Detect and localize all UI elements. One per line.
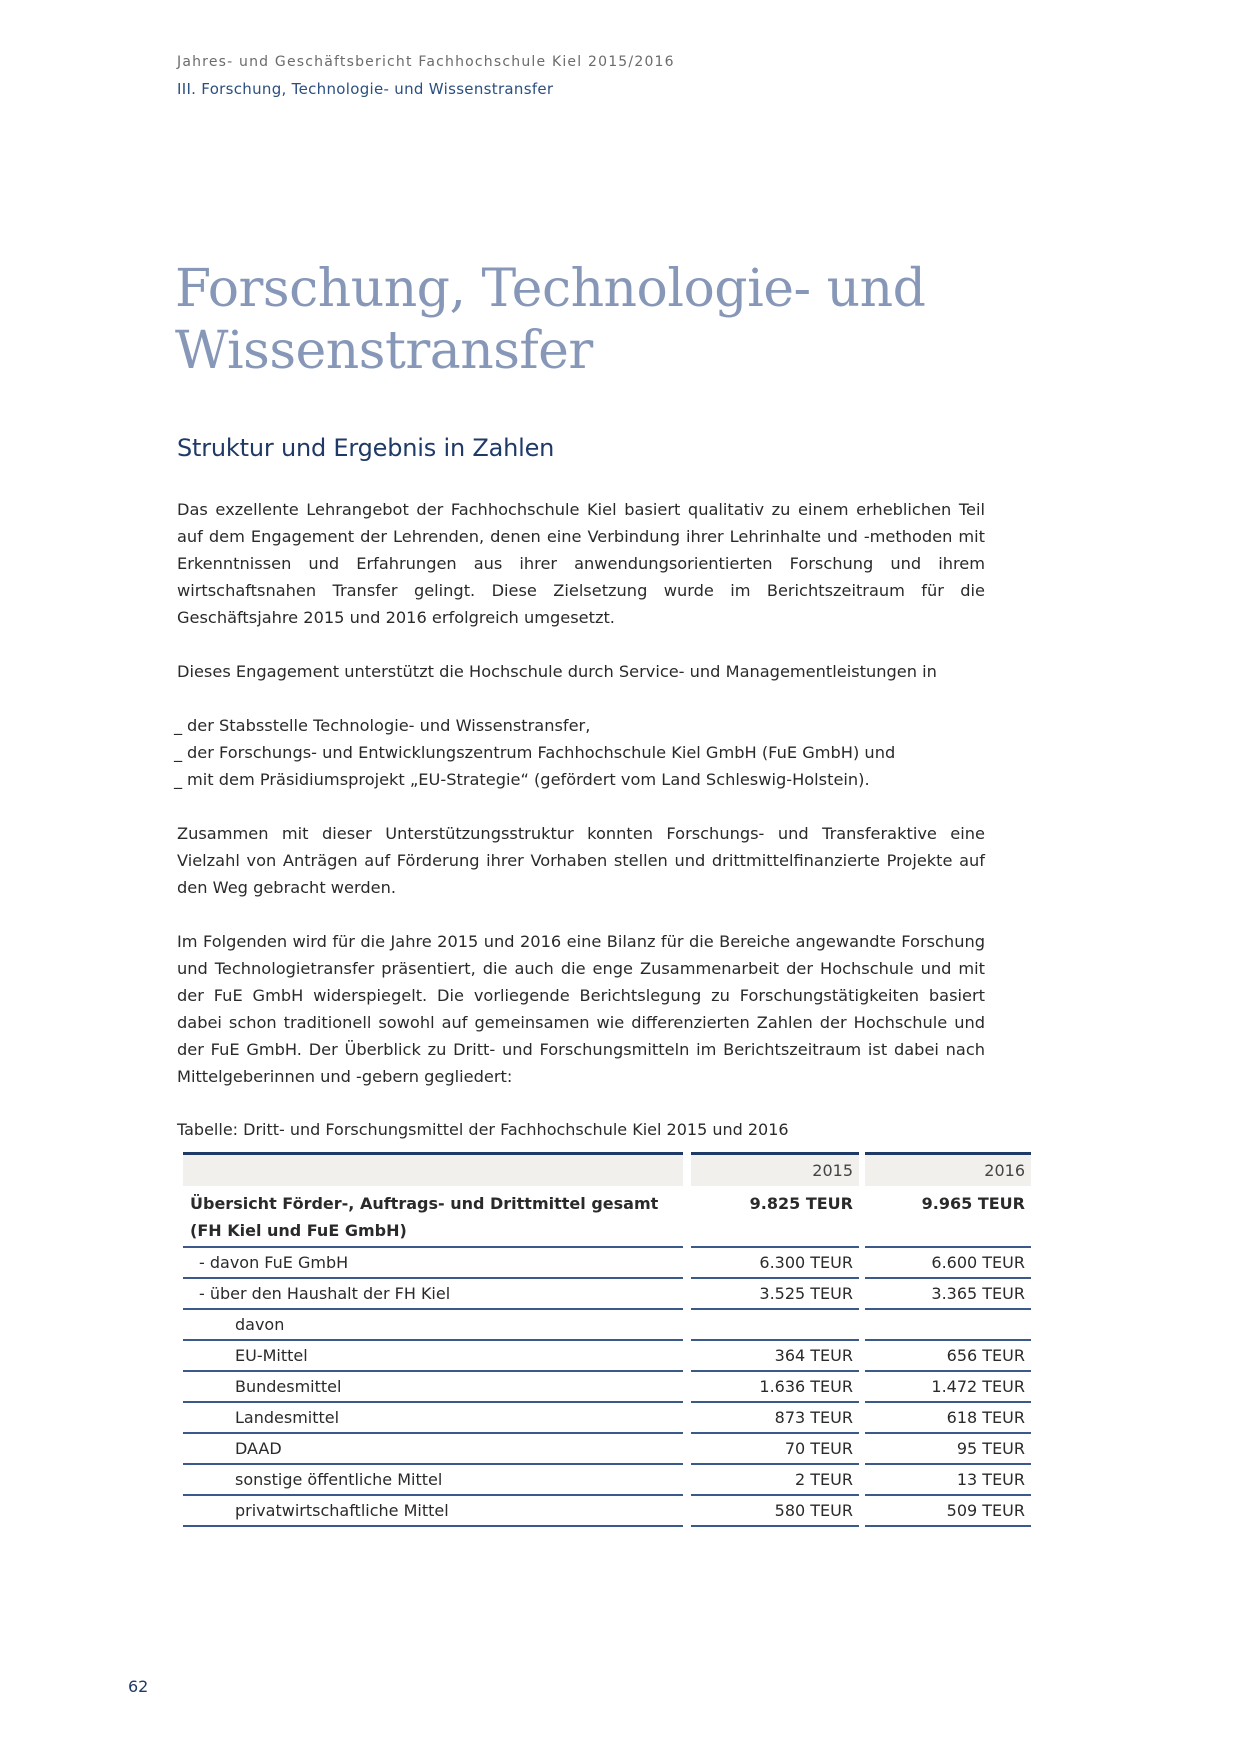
table-row [183, 1341, 1031, 1372]
table-cell-label: Bundesmittel [183, 1372, 683, 1403]
table-cell-2016: 1.472 TEUR [865, 1372, 1031, 1403]
list-item [174, 766, 985, 793]
table-cell-label: - davon FuE GmbH [183, 1248, 683, 1279]
table-cell-label: davon [183, 1310, 683, 1341]
table-cell-2016: 9.965 TEUR [865, 1188, 1031, 1248]
table-row [183, 1403, 1031, 1434]
table-cell-label: Landesmittel [183, 1403, 683, 1434]
table-cell-2015 [691, 1310, 859, 1341]
table-cell-2015: 2 TEUR [691, 1465, 859, 1496]
page-title-line2: Wissenstransfer [175, 321, 593, 381]
paragraph-balance: Im Folgenden wird für die Jahre 2015 und 2016 eine Bilanz für die Bereiche angewandte Forschung und Technologietransfer präsentiert, die auch die enge Zusammenarbeit der Hochschule und mit der FuE GmbH widerspiegelt. Die vorliegende Berichtslegung zu Forschungstätigkeiten basiert dabei schon traditionell sowohl auf gemeinsamen wie differenzierten Zahlen der Hochschule und der FuE GmbH. Der Überblick zu Dritt- und Forschungsmitteln im Berichtszeitraum ist dabei nach Mittelgeberinnen und -gebern gegliedert: [177, 932, 985, 1086]
total-label-line2: (FH Kiel und FuE GmbH) [190, 1221, 407, 1240]
table-row-total [183, 1188, 1031, 1248]
list-item [174, 712, 985, 739]
page-title-line1: Forschung, Technologie- und [175, 259, 926, 319]
list-item [174, 739, 985, 766]
running-header-chapter: III. Forschung, Technologie- und Wissenstransfer [177, 80, 554, 98]
table-cell-2015: 873 TEUR [691, 1403, 859, 1434]
table-cell-label [183, 1188, 683, 1248]
table-header-row [183, 1152, 1031, 1188]
table-row [183, 1434, 1031, 1465]
table-row [183, 1248, 1031, 1279]
total-label-line1: Übersicht Förder-, Auftrags- und Drittmittel gesamt [190, 1194, 659, 1213]
paragraph-engagement: Dieses Engagement unterstützt die Hochschule durch Service- und Managementleistungen in [177, 662, 937, 681]
header-cell-empty [183, 1152, 683, 1188]
table-cell-label: DAAD [183, 1434, 683, 1465]
table-cell-2016: 6.600 TEUR [865, 1248, 1031, 1279]
table-cell-2015: 9.825 TEUR [691, 1188, 859, 1248]
service-list [174, 712, 985, 793]
table-cell-2016: 95 TEUR [865, 1434, 1031, 1465]
list-item-text: der Stabsstelle Technologie- und Wissenstransfer, [187, 716, 591, 735]
header-cell-2016: 2016 [865, 1152, 1031, 1188]
list-item-text: mit dem Präsidiumsprojekt „EU-Strategie“ (gefördert vom Land Schleswig-Holstein). [187, 770, 870, 789]
table-cell-label: sonstige öffentliche Mittel [183, 1465, 683, 1496]
table-row [183, 1465, 1031, 1496]
table-cell-2016: 618 TEUR [865, 1403, 1031, 1434]
table-row [183, 1310, 1031, 1341]
table-cell-2015: 1.636 TEUR [691, 1372, 859, 1403]
funding-table [183, 1152, 1031, 1527]
section-heading: Struktur und Ergebnis in Zahlen [177, 434, 555, 462]
table-cell-label: privatwirtschaftliche Mittel [183, 1496, 683, 1527]
table-cell-2015: 364 TEUR [691, 1341, 859, 1372]
table-cell-2016 [865, 1310, 1031, 1341]
table-row [183, 1372, 1031, 1403]
page-number: 62 [128, 1677, 149, 1696]
list-marker: _ [174, 743, 183, 762]
table-cell-2016: 13 TEUR [865, 1465, 1031, 1496]
list-marker: _ [174, 770, 183, 789]
header-cell-2015: 2015 [691, 1152, 859, 1188]
table-cell-2016: 509 TEUR [865, 1496, 1031, 1527]
table-cell-2015: 580 TEUR [691, 1496, 859, 1527]
table-cell-2016: 656 TEUR [865, 1341, 1031, 1372]
table-cell-2016: 3.365 TEUR [865, 1279, 1031, 1310]
table-row [183, 1279, 1031, 1310]
table-cell-label: - über den Haushalt der FH Kiel [183, 1279, 683, 1310]
paragraph-intro: Das exzellente Lehrangebot der Fachhochschule Kiel basiert qualitativ zu einem erheblichen Teil auf dem Engagement der Lehrenden, denen eine Verbindung ihrer Lehrinhalte und -methoden mit Erkenntnissen und Erfahrungen aus ihrer anwendungsorientierten Forschung und ihrem wirtschaftsnahen Transfer gelingt. Diese Zielsetzung wurde im Berichtszeitraum für die Geschäftsjahre 2015 und 2016 erfolgreich umgesetzt. [177, 500, 985, 627]
table-row [183, 1496, 1031, 1527]
table-cell-2015: 70 TEUR [691, 1434, 859, 1465]
table-caption: Tabelle: Dritt- und Forschungsmittel der Fachhochschule Kiel 2015 und 2016 [177, 1120, 789, 1139]
running-header-report: Jahres- und Geschäftsbericht Fachhochschule Kiel 2015/2016 [177, 54, 675, 70]
page-title [175, 258, 925, 382]
table-cell-2015: 6.300 TEUR [691, 1248, 859, 1279]
table-cell-2015: 3.525 TEUR [691, 1279, 859, 1310]
table-cell-label: EU-Mittel [183, 1341, 683, 1372]
list-item-text: der Forschungs- und Entwicklungszentrum Fachhochschule Kiel GmbH (FuE GmbH) und [187, 743, 896, 762]
list-marker: _ [174, 716, 183, 735]
paragraph-support-structure: Zusammen mit dieser Unterstützungsstruktur konnten Forschungs- und Transferaktive eine Vielzahl von Anträgen auf Förderung ihrer Vorhaben stellen und drittmittelfinanzierte Projekte auf den Weg gebracht werden. [177, 824, 985, 897]
